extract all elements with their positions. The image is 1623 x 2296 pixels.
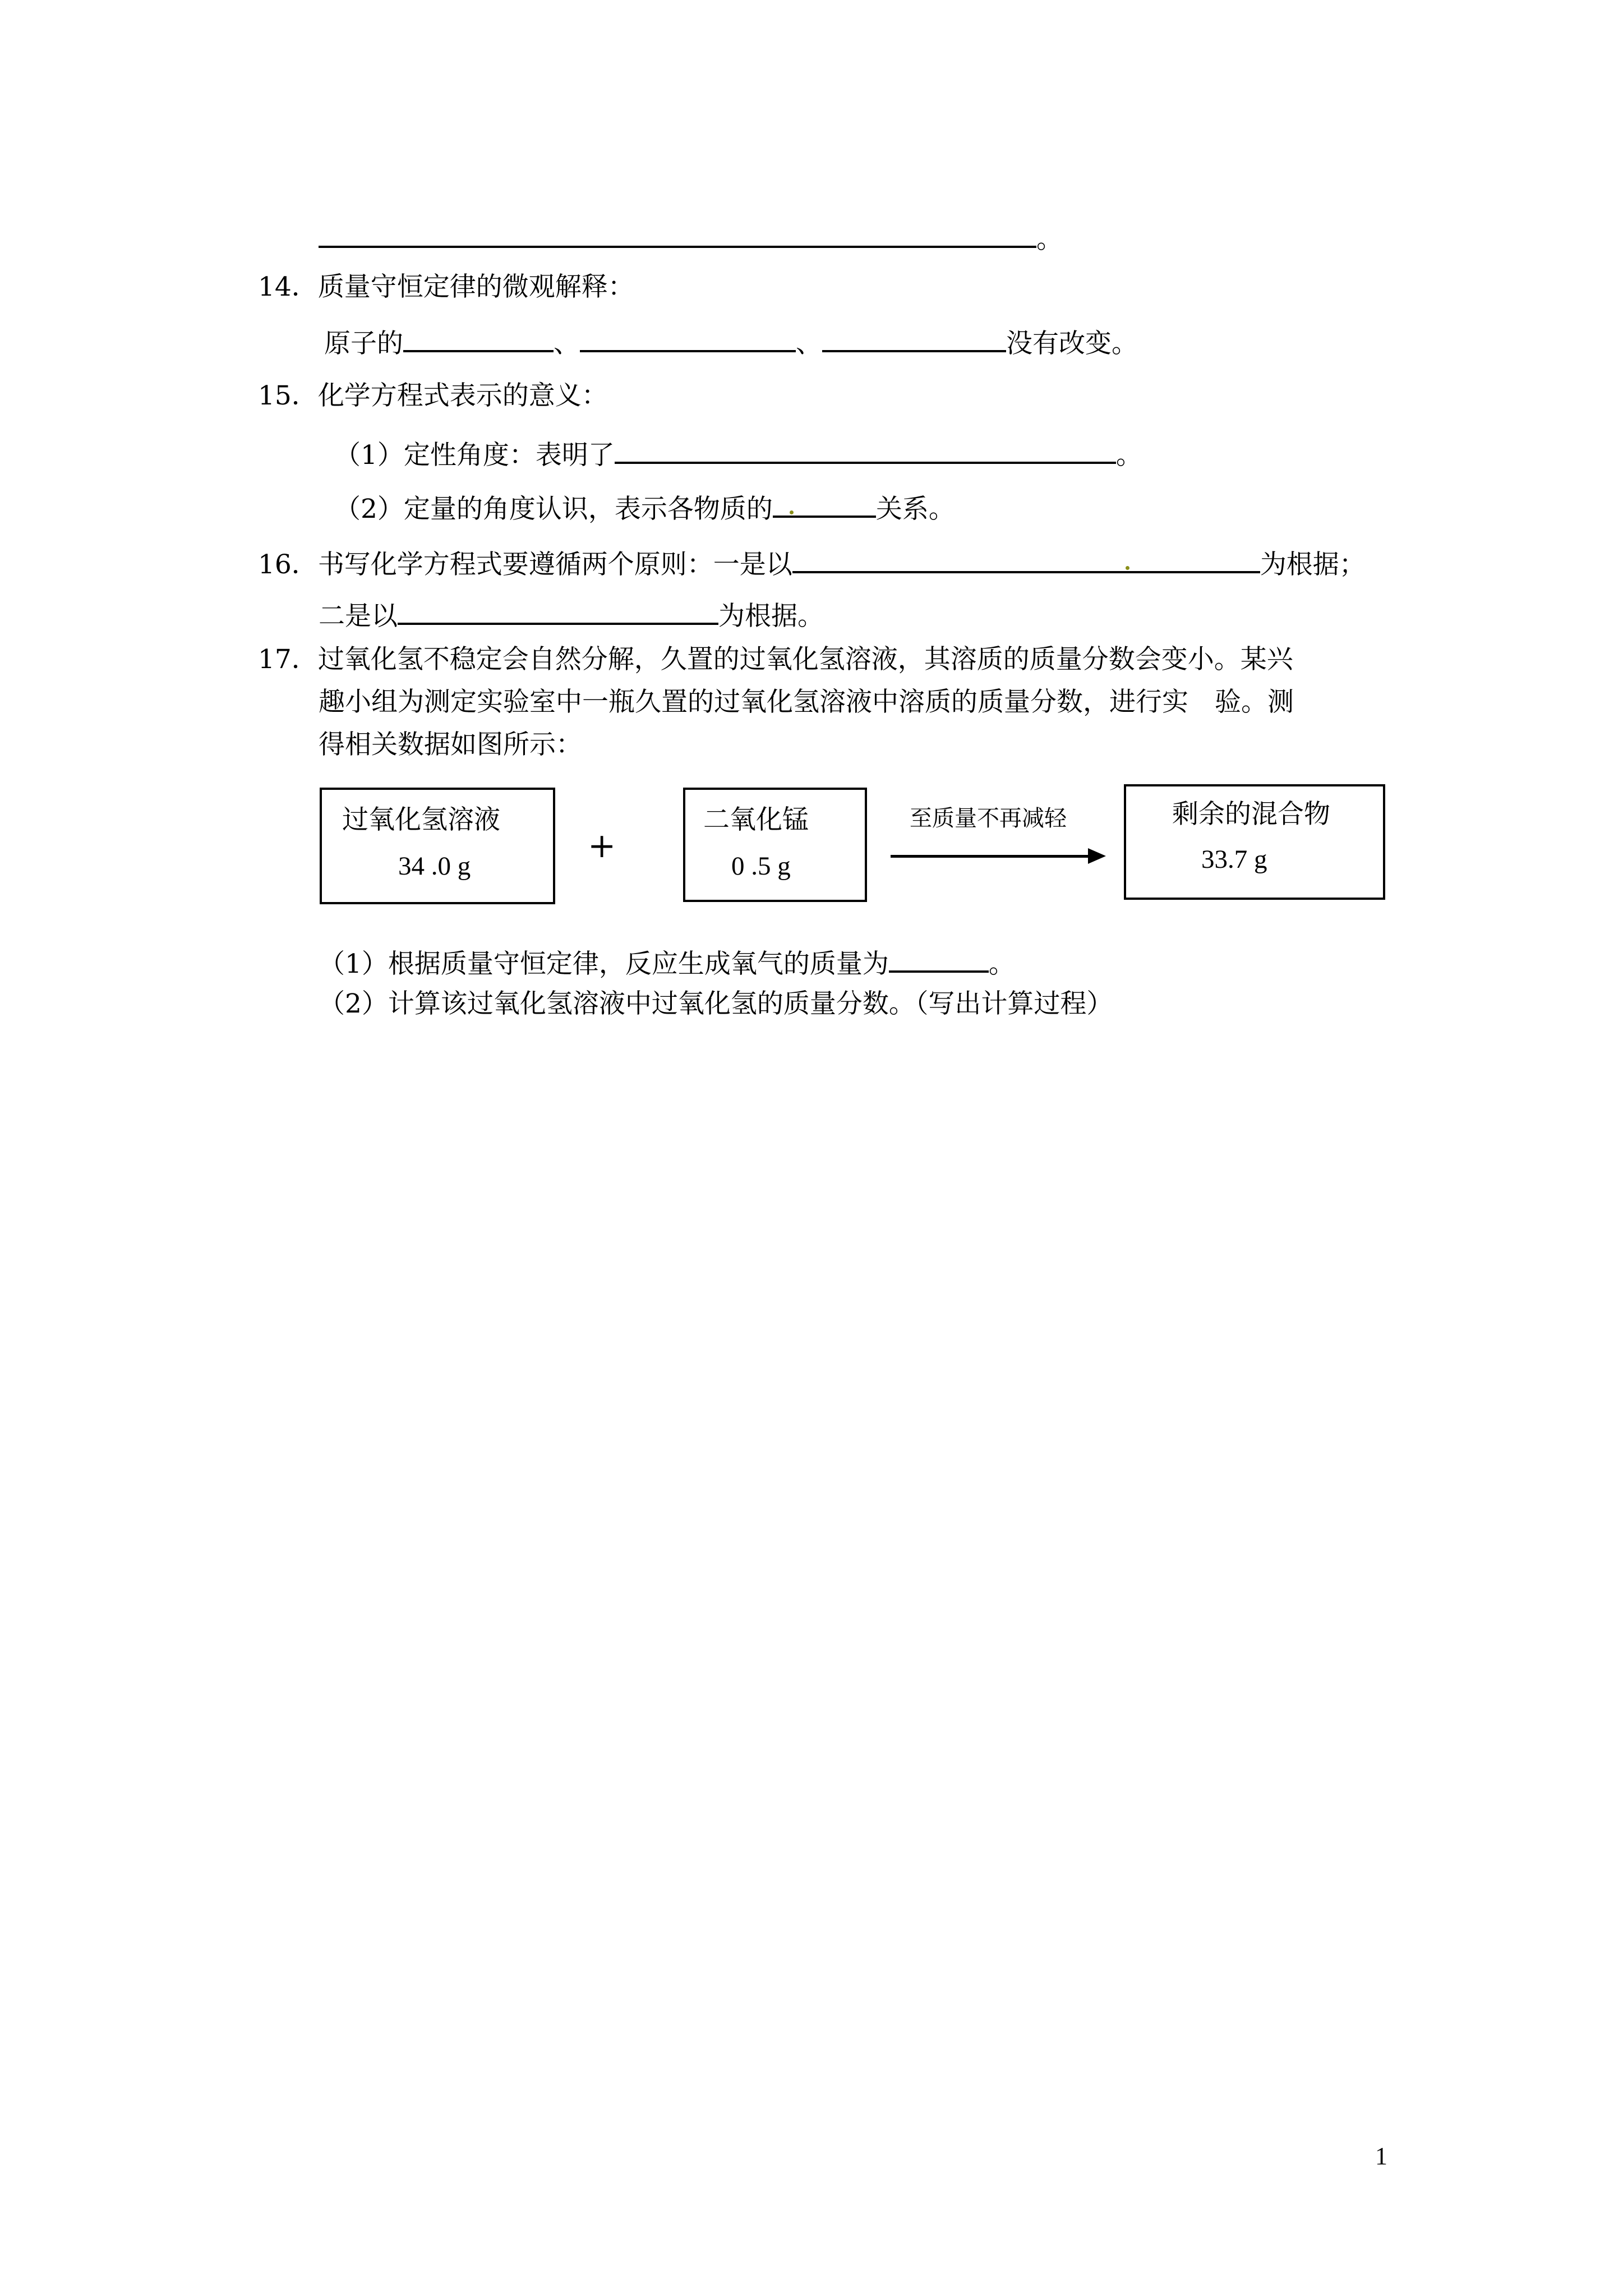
answer-blank-2[interactable] — [398, 597, 718, 625]
answer-blank-1[interactable] — [792, 545, 1260, 573]
box-remaining-mixture-mass: 33.7 g — [1201, 845, 1267, 874]
question-16-line-1 — [258, 545, 1366, 582]
period: 。 — [988, 949, 1015, 979]
answer-blank-1[interactable] — [403, 324, 554, 352]
arrow-condition-label: 至质量不再减轻 — [910, 806, 1067, 831]
question-15-item-2 — [334, 490, 955, 526]
text-suffix: 为根据； — [1260, 549, 1366, 580]
question-17-line-3: 得相关数据如图所示： — [319, 729, 582, 760]
answer-blank-2[interactable] — [580, 324, 796, 352]
question-number: 17． — [258, 644, 318, 675]
question-15-title — [258, 379, 608, 413]
answer-blank[interactable] — [773, 490, 876, 518]
reaction-arrow — [891, 855, 1089, 858]
item-suffix: 关系。 — [875, 494, 955, 524]
question-number: 16． — [258, 549, 318, 580]
text-prefix: 二是以 — [319, 601, 398, 632]
plus-sign: + — [588, 826, 616, 866]
question-number: 14． — [258, 272, 318, 302]
question-text: 化学方程式表示的意义： — [317, 380, 608, 411]
question-number: 15． — [258, 380, 318, 411]
text-prefix: 原子的 — [324, 328, 403, 359]
question-17-sub-2: （2）计算该过氧化氢溶液中过氧化氢的质量分数。（写出计算过程） — [319, 988, 1113, 1019]
page-number: 1 — [1375, 2142, 1387, 2170]
continuation-line — [319, 220, 1063, 256]
arrow-head-icon — [1088, 848, 1106, 864]
question-14-body — [324, 324, 1138, 361]
question-16-line-2 — [319, 597, 824, 633]
question-17-line-2: 趣小组为测定实验室中一瓶久置的过氧化氢溶液中溶质的质量分数，进行实 验。测 — [319, 687, 1294, 717]
box-manganese-dioxide-label: 二氧化锰 — [703, 804, 809, 835]
box-remaining-mixture-label: 剩余的混合物 — [1172, 799, 1330, 830]
text-suffix: 为根据。 — [718, 601, 824, 632]
sub-question-text: （1）根据质量守恒定律，反应生成氧气的质量为 — [319, 949, 889, 979]
question-text: 质量守恒定律的微观解释： — [317, 272, 634, 302]
box-manganese-dioxide-mass: 0 .5 g — [731, 852, 791, 881]
separator: 、 — [554, 328, 580, 359]
period: 。 — [1036, 224, 1063, 255]
question-14-title — [258, 270, 634, 304]
text-suffix: 没有改变。 — [1006, 328, 1138, 359]
period: 。 — [1115, 440, 1142, 471]
question-text: 书写化学方程式要遵循两个原则：一是以 — [317, 549, 792, 580]
answer-blank[interactable] — [889, 945, 989, 973]
question-17-line-1 — [258, 643, 1293, 677]
separator: 、 — [796, 328, 822, 359]
question-17-sub-1 — [319, 945, 1015, 981]
item-text: （1）定性角度：表明了 — [334, 440, 615, 471]
question-text: 过氧化氢不稳定会自然分解，久置的过氧化氢溶液，其溶质的质量分数会变小。某兴 — [317, 644, 1293, 675]
item-text: （2）定量的角度认识，表示各物质的 — [334, 494, 773, 524]
box-hydrogen-peroxide-label: 过氧化氢溶液 — [342, 804, 500, 835]
answer-blank[interactable] — [319, 220, 1036, 248]
answer-blank-3[interactable] — [822, 324, 1006, 352]
answer-blank[interactable] — [615, 436, 1116, 464]
question-15-item-1 — [334, 436, 1142, 472]
box-hydrogen-peroxide-mass: 34 .0 g — [398, 852, 471, 881]
